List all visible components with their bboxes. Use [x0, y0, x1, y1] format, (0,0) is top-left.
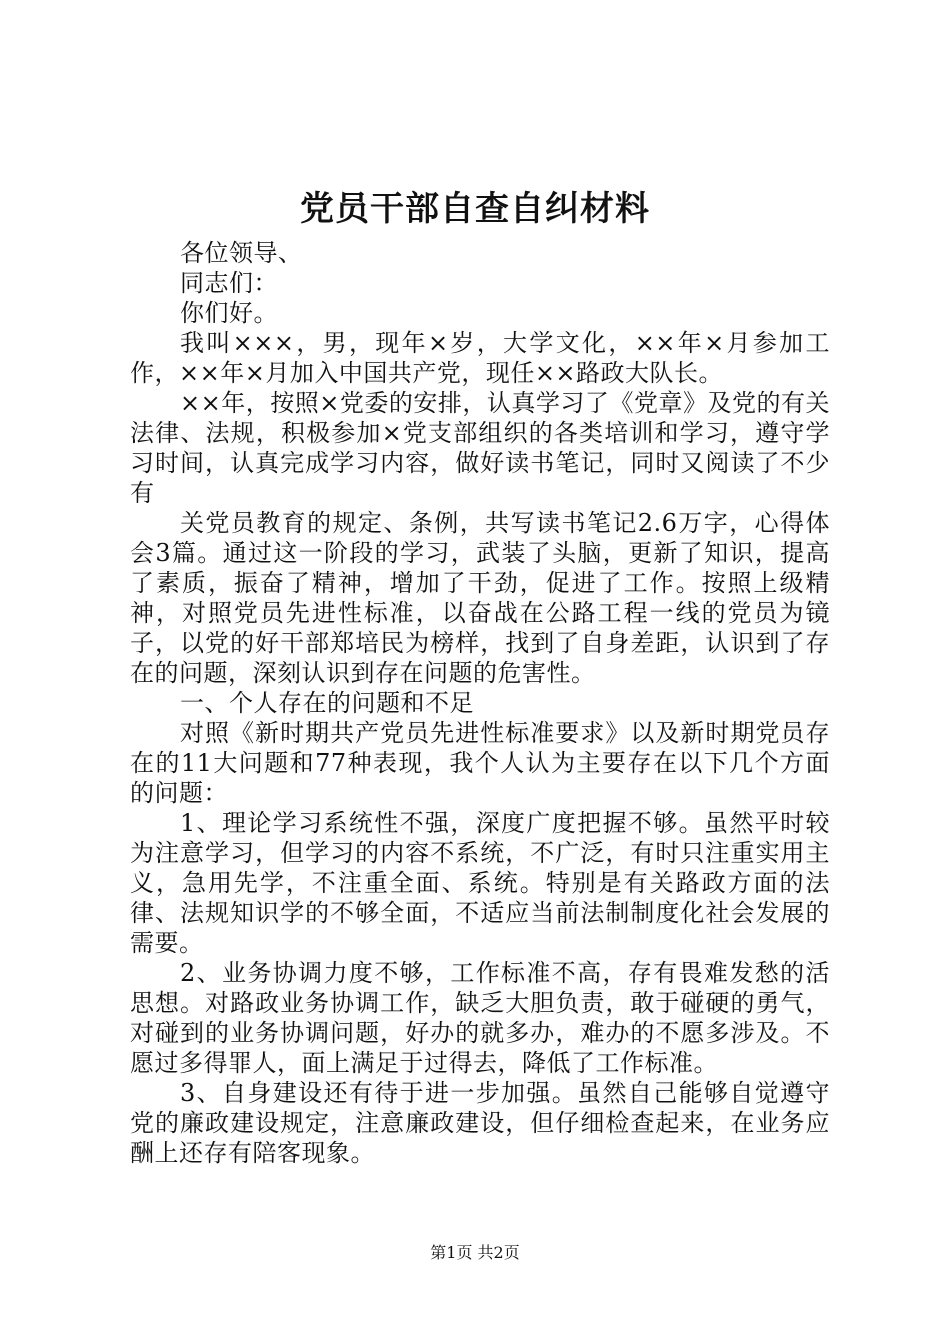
salutation-comrades: 同志们：: [180, 269, 278, 297]
paragraph-self-introduction: 我叫×××，男，现年×岁，大学文化，××年×月参加工作，××年×月加入中国共产党，现任××路政大队长。: [130, 329, 830, 387]
problem-item-1: 1、理论学习系统性不强，深度广度把握不够。虽然平时较为注意学习，但学习的内容不系统，不广泛，有时只注重实用主义，急用先学，不注重全面、系统。特别是有关路政方面的法律、法规知识学的不够全面，不适应当前法制制度化社会发展的需要。: [130, 809, 830, 957]
document-body: [130, 238, 830, 1168]
problem-item-2: 2、业务协调力度不够，工作标准不高，存有畏难发愁的活思想。对路政业务协调工作，缺乏大胆负责，敢于碰硬的勇气，对碰到的业务协调问题，好办的就多办，难办的不愿多涉及。不愿过多得罪人，面上满足于过得去，降低了工作标准。: [130, 959, 830, 1077]
greeting: 你们好。: [180, 299, 278, 327]
section-heading-problems: 一、个人存在的问题和不足: [180, 689, 474, 717]
salutation-leaders: 各位领导、: [180, 239, 303, 267]
paragraph-study-continued: 关党员教育的规定、条例，共写读书笔记2.6万字，心得体会3篇。通过这一阶段的学习，武装了头脑，更新了知识，提高了素质，振奋了精神，增加了干劲，促进了工作。按照上级精神，对照党员先进性标准，以奋战在公路工程一线的党员为镜子，以党的好干部郑培民为榜样，找到了自身差距，认识到了存在的问题，深刻认识到存在问题的危害性。: [130, 509, 830, 687]
paragraph-study: ××年，按照×党委的安排，认真学习了《党章》及党的有关法律、法规，积极参加×党支部组织的各类培训和学习，遵守学习时间，认真完成学习内容，做好读书笔记，同时又阅读了不少有: [130, 389, 830, 507]
document-title: 党员干部自查自纠材料: [300, 189, 650, 229]
problem-item-3: 3、自身建设还有待于进一步加强。虽然自己能够自觉遵守党的廉政建设规定，注意廉政建设，但仔细检查起来，在业务应酬上还存有陪客现象。: [130, 1079, 830, 1167]
page-number-footer: 第1页 共2页: [430, 1243, 520, 1262]
paragraph-problems-intro: 对照《新时期共产党员先进性标准要求》以及新时期党员存在的11大问题和77种表现，我个人认为主要存在以下几个方面的问题：: [130, 719, 830, 807]
